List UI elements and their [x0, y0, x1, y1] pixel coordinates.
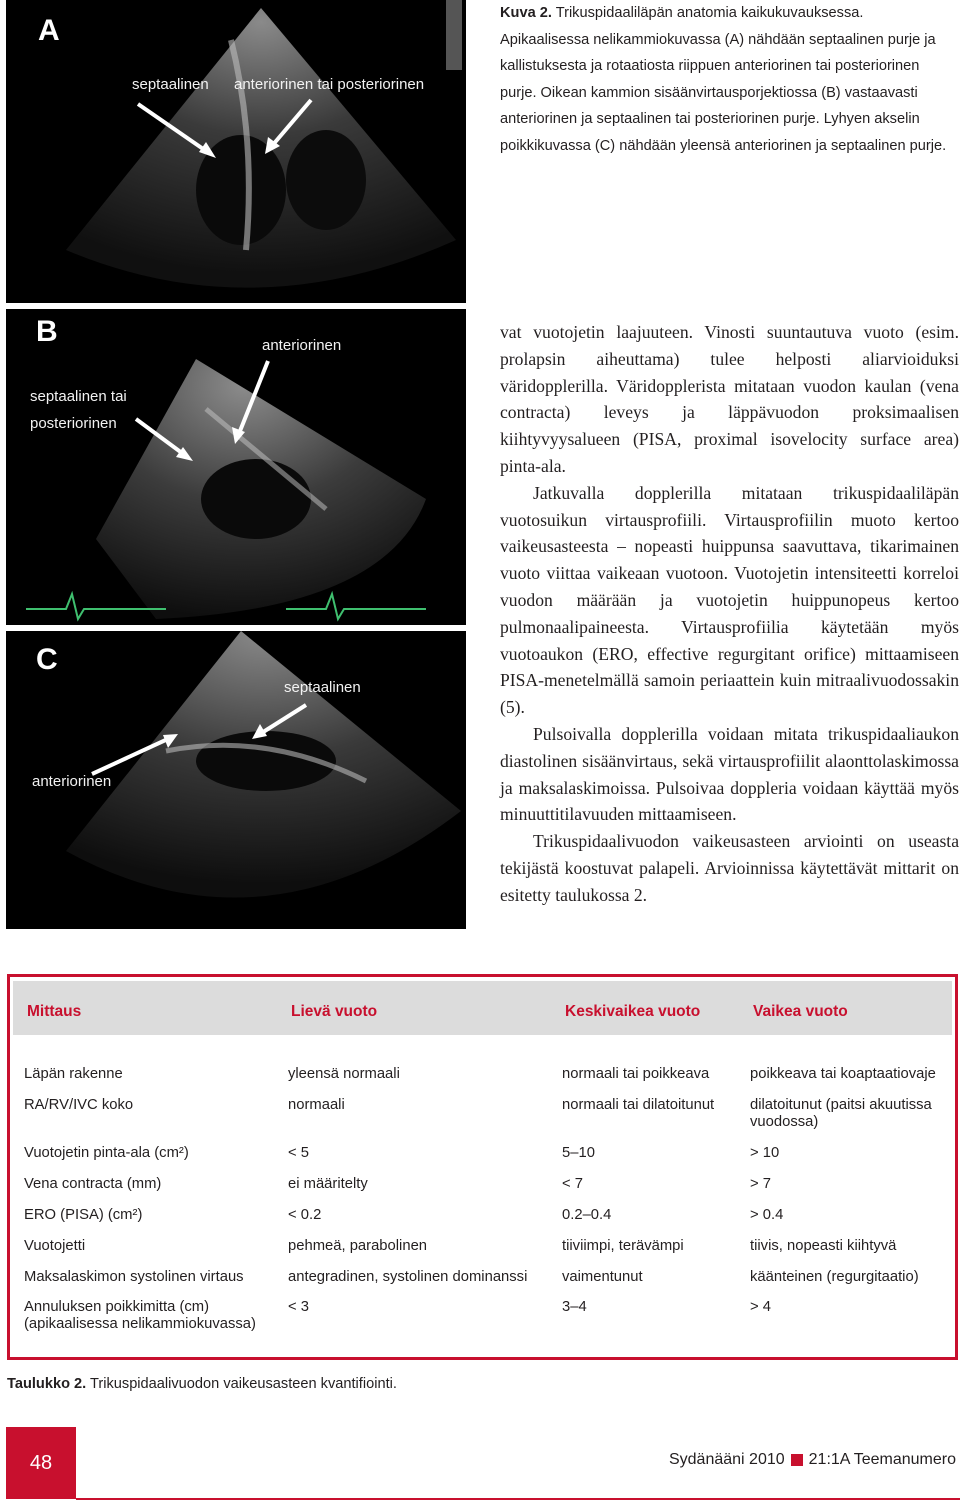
table-header-cell: Keskivaikea vuoto — [565, 1003, 701, 1020]
label-septaalinen-tai-b: septaalinen tai — [30, 388, 127, 405]
table-cell: poikkeava tai koaptaatiovaje — [750, 1066, 936, 1082]
table-cell: Vena contracta (mm) — [24, 1176, 162, 1192]
figure-caption-text: Trikuspidaaliläpän anatomia kaikukuvauksessa. Apikaalisessa nelikammiokuvassa (A) nähdään septaalinen purje ja kallistuksesta ja rotaatiosta riippuen anteriorinen tai posteriorinen purje. Oikean kammion sisäänvirtausporjektiossa (B) vastaavasti anteriorinen ja septaalinen tai posteriorinen purje. Lyhyen akselin poikkikuvassa (C) nähdään yleensä anteriorinen ja septaalinen purje. — [500, 5, 947, 154]
body-paragraph: Trikuspidaalivuodon vaikeusasteen arviointi on useasta tekijästä koostuvat palapeli. Arvioinnissa käytettävät mittarit on esitetty taulukossa 2. — [500, 831, 959, 905]
label-anteriorinen-c: anteriorinen — [32, 773, 112, 790]
table-cell: pehmeä, parabolinen — [288, 1238, 428, 1254]
article-body — [500, 319, 959, 909]
table-cell: 0.2–0.4 — [562, 1207, 612, 1223]
table-cell: dilatoitunut (paitsi akuutissa vuodossa) — [750, 1097, 932, 1130]
body-paragraph: vat vuotojetin laajuuteen. Vinosti suuntautuva vuoto (esim. prolapsin aiheuttama) tulee helposti aliarvioiduksi väridopplerilla. Väridopplerista mitataan vuodon kaulan (vena contracta) leveys ja läppävuodon proksimaalisen kiihtyvyysalueen (PISA, proximal isovelocity surface area) pinta-ala. — [500, 322, 959, 476]
journal-name: Sydänääni 2010 — [668, 1451, 785, 1468]
arrow-icon — [6, 309, 466, 625]
table-cell: tiiviimpi, terävämpi — [562, 1238, 684, 1254]
issue-name: 21:1A Teemanumero — [808, 1451, 956, 1468]
label-septaalinen-a: septaalinen — [132, 76, 209, 93]
arrow-icon — [6, 631, 466, 929]
table-cell: > 7 — [750, 1176, 771, 1192]
ultrasound-panel-b — [6, 309, 466, 625]
page-number: 48 — [6, 1427, 76, 1499]
table-cell: yleensä normaali — [288, 1066, 400, 1082]
table-cell: ei määritelty — [288, 1176, 368, 1192]
table-header-cell: Lievä vuoto — [291, 1003, 378, 1020]
ultrasound-panel-a — [6, 0, 466, 303]
figure-caption — [500, 0, 950, 160]
table-cell: Maksalaskimon systolinen virtaus — [24, 1269, 244, 1285]
table-cell: RA/RV/IVC koko — [24, 1097, 134, 1113]
table-cell: normaali tai poikkeava — [562, 1066, 710, 1082]
table-caption-text: Trikuspidaalivuodon vaikeusasteen kvantifiointi. — [86, 1376, 397, 1392]
footer-journal — [669, 1451, 956, 1469]
table-cell: käänteinen (regurgitaatio) — [750, 1269, 919, 1285]
table-cell: < 5 — [288, 1145, 309, 1161]
table-cell: normaali tai dilatoitunut — [562, 1097, 715, 1113]
table-cell: Vuotojetin pinta-ala (cm²) — [24, 1145, 189, 1161]
table-cell: vaimentunut — [562, 1269, 643, 1285]
table-cell: 5–10 — [562, 1145, 595, 1161]
label-septaalinen-c: septaalinen — [284, 679, 361, 696]
table-cell: Vuotojetti — [24, 1238, 86, 1254]
table-cell: 3–4 — [562, 1299, 587, 1315]
arrow-icon — [6, 0, 466, 303]
square-bullet-icon — [791, 1454, 803, 1466]
severity-table — [7, 974, 958, 1360]
table-cell: > 10 — [750, 1145, 780, 1161]
table-caption — [7, 1376, 397, 1392]
label-anteriorinen-posteriorinen-a: anteriorinen tai posteriorinen — [234, 76, 425, 93]
label-posteriorinen-b: posteriorinen — [30, 415, 117, 432]
panel-letter-a: A — [38, 14, 60, 47]
table-cell: < 3 — [288, 1299, 309, 1315]
table-cell: antegradinen, systolinen dominanssi — [288, 1269, 528, 1285]
table-cell: normaali — [288, 1097, 345, 1113]
table-cell: tiivis, nopeasti kiihtyvä — [750, 1238, 897, 1254]
panel-letter-b: B — [36, 315, 58, 348]
table-cell: < 0.2 — [288, 1207, 322, 1223]
label-anteriorinen-b: anteriorinen — [262, 337, 342, 354]
table-cell: Annuluksen poikkimitta (cm) (apikaalisessa nelikammiokuvassa) — [24, 1299, 256, 1332]
body-paragraph: Pulsoivalla dopplerilla voidaan mitata trikuspidaaliaukon diastolinen sisäänvirtaus, sekä virtausprofiilit alaonttolaskimossa ja maksalaskimoissa. Pulsoivaa doppleria voidaan käyttää myös minuuttitilavuuden mittaamiseen. — [500, 723, 959, 825]
panel-letter-c: C — [36, 643, 58, 676]
body-paragraph: Jatkuvalla dopplerilla mitataan trikuspidaaliläpän vuotosuikun virtausprofiili. Virtausprofiilin muoto kertoo vaikeusasteesta – nopeasti huippunsa saavuttava, tikarimainen vuoto viittaa vaikeaan vuotoon. Vuotojetin intensiteetti korreloi vuodon määrään ja vuotojetin huippunopeus kertoo pulmonaalipaineesta. Virtausprofiilia käytetään myös vuotoaukon (ERO, effective regurgitant orifice) mittaamiseen PISA-menetelmällä samoin periaattein kuin mitraalivuodossakin (5). — [500, 482, 959, 718]
table-cell: Läpän rakenne — [24, 1066, 123, 1082]
table-caption-label: Taulukko 2. — [7, 1376, 87, 1392]
ultrasound-panel-c — [6, 631, 466, 929]
table-cell: < 7 — [562, 1176, 583, 1192]
table-header — [13, 981, 952, 1035]
table-cell: ERO (PISA) (cm²) — [24, 1207, 143, 1223]
figure-caption-label: Kuva 2. — [500, 5, 552, 21]
table-cell: > 4 — [750, 1299, 771, 1315]
table-header-cell: Vaikea vuoto — [753, 1003, 848, 1020]
table-header-cell: Mittaus — [27, 1003, 82, 1020]
table-cell: > 0.4 — [750, 1207, 784, 1223]
